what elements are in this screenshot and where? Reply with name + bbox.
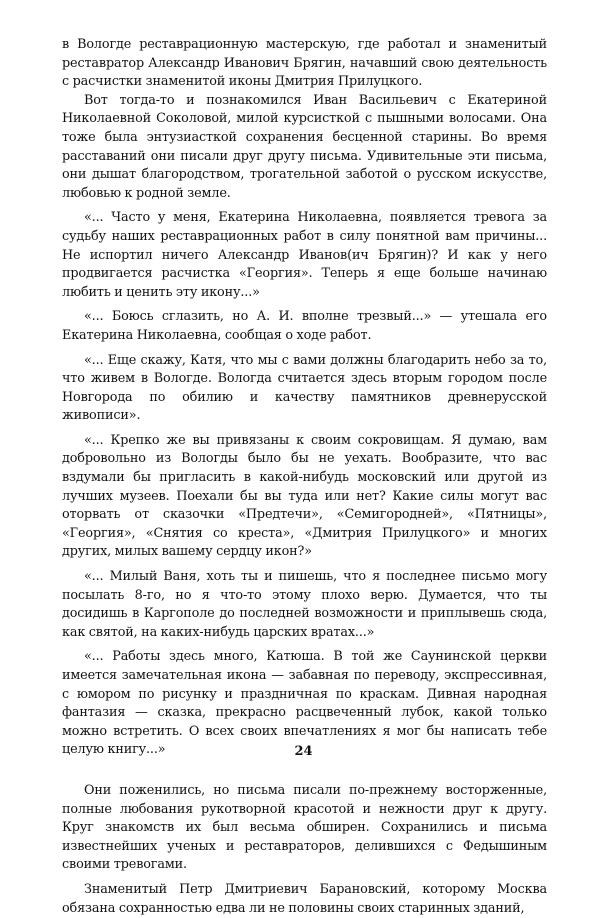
paragraph-acquaintance: Вот тогда-то и познакомился Иван Васильевич с Екатериной Николаевной Соколовой, милой курсисткой с пышными волосами. Она тоже была энтузиасткой сохранения бесценной старины. Во время расставаний они писали друг другу письма. Удивительные эти письма, они дышат благородством, трогательной заботой о русском искусстве, любовью к родной земле. bbox=[62, 92, 547, 201]
letter-quote-3: «... Еще скажу, Катя, что мы с вами должны благодарить небо за то, что живем в Вологде. Вологда считается здесь вторым городом после Новгорода по обилию и качеству памятников древнерусской живописи». bbox=[62, 352, 547, 424]
paragraph-marriage: Они поженились, но письма писали по-прежнему восторженные, полные любования рукотворной красотой и нежности друг к другу. Круг знакомств их был весьма обширен. Сохранились и письма известнейших ученых и реставраторов, делившихся с Федышиным своими тревогами. bbox=[62, 782, 547, 873]
paragraph-baranovsky: Знаменитый Петр Дмитриевич Барановский, которому Москва обязана сохранностью едва ли не половины своих старинных зданий, bbox=[62, 881, 547, 916]
letter-quote-1: «... Часто у меня, Екатерина Николаевна, появляется тревога за судьбу наших реставрационных работ в силу понятной вам причины... Не испортил ничего Александр Иванов(ич Брягин)? И как у него продвигается расчистка «Георгия». Теперь я еще больше начинаю любить и ценить эту икону...» bbox=[62, 210, 547, 300]
page-number: 24 bbox=[294, 744, 313, 759]
paragraph-intro-continuation: в Вологде реставрационную мастерскую, где работал и знаменитый реставратор Александр Иванович Брягин, начавший свою деятельность с расчистки знаменитой иконы Дмитрия Прилуцкого. bbox=[62, 37, 547, 90]
page-body bbox=[62, 36, 547, 918]
letter-quote-6: «... Работы здесь много, Катюша. В той же Саунинской церкви имеется замечательная икона — забавная по переводу, экспрессивная, с юмором по рисунку и праздничная по краскам. Дивная народная фантазия — сказка, прекрасно расцвеченный лубок, какой только можно встретить. О всех своих впечатлениях я мог бы написать тебе целую книгу...» bbox=[62, 649, 547, 758]
letter-quote-5: «... Милый Ваня, хоть ты и пишешь, что я последнее письмо могу посылать 8-го, но я что-то этому плохо верю. Думается, что ты досидишь в Каргополе до последней возможности и приплывешь сюда, как святой, на каких-нибудь царских вратах...» bbox=[62, 569, 547, 640]
letter-quote-2: «... Боюсь сглазить, но А. И. вполне трезвый...» — утешала его Екатерина Николаевна, сообщая о ходе работ. bbox=[62, 309, 547, 343]
letter-quote-4: «... Крепко же вы привязаны к своим сокровищам. Я думаю, вам добровольно из Вологды было бы не уехать. Вообразите, что вас вздумали бы пригласить в какой-нибудь московский или другой из лучших музеев. Поехали бы вы туда или нет? Какие силы могут вас оторвать от сказочки «Предтечи», «Семигородней», «Пятницы», «Георгия», «Снятия со креста», «Дмитрия Прилуцкого» и многих других, милых вашему сердцу икон?» bbox=[62, 432, 547, 560]
